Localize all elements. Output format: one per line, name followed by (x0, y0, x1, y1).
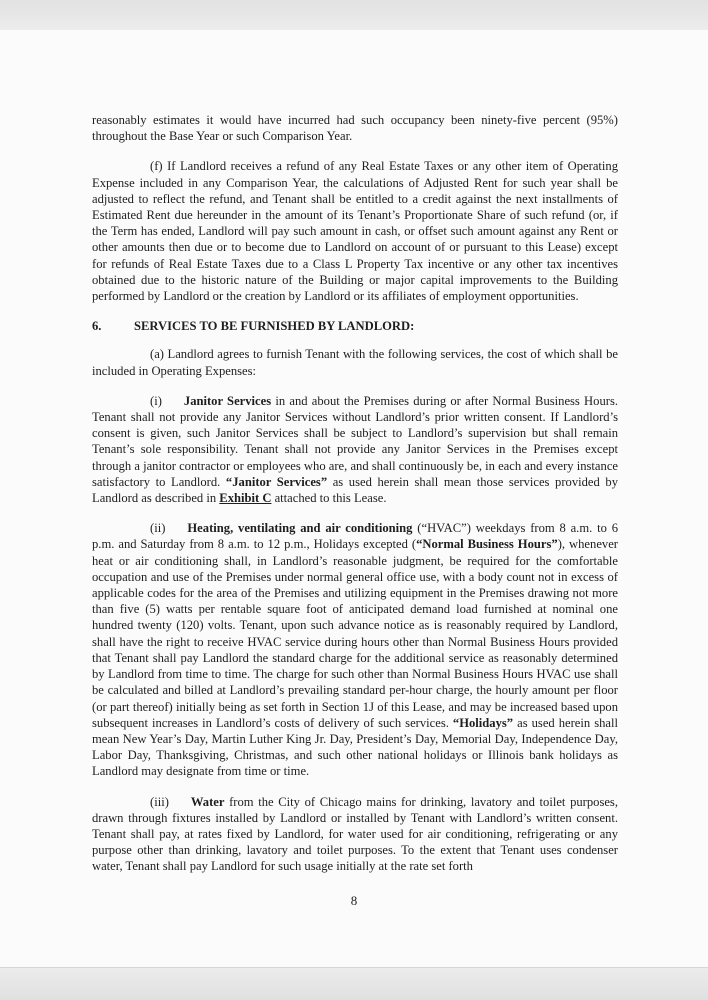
scan-bottom-band (0, 967, 708, 1000)
page-number: 8 (350, 893, 358, 908)
paragraph-f: (f) If Landlord receives a refund of any Real Estate Taxes or any other item of Operating Expense included in any Comparison Year, the calculations of Adjusted Rent for such year shall be adjusted to reflect the refund, and Tenant shall be entitled to a credit against the next installments of Estimated Rent due hereunder in the amount of its Tenant’s Proportionate Share of such refund (or, if the Term has ended, Landlord will pay such amount in cash, or offset such amount against any Rent or other amounts then due or to become due to Landlord on account of or pursuant to this Lease) except for refunds of Real Estate Taxes due to a Class L Property Tax incentive or any other tax incentives obtained due to the historic nature of the Building or major capital improvements to the Building performed by Landlord or the creation by Landlord or its affiliates of employment opportunities. (92, 159, 618, 304)
document-page (0, 30, 708, 968)
defined-term: Janitor Services (183, 393, 272, 408)
defined-term: Heating, ventilating and air conditioning (187, 521, 413, 536)
defined-term: “Holidays” (452, 715, 514, 730)
scan-top-band (0, 0, 708, 31)
paragraph-i: (i) Janitor Services in and about the Premises during or after Normal Business Hours. Tenant shall not provide any Janitor Services without Landlord’s prior written consent. If Landlord’s consent is given, such Janitor Services shall be subject to Landlord’s supervision but shall remain Tenant’s sole responsibility. Tenant shall not provide any Janitor Services in the Premises except through a janitor contractor or employees who are, and shall continuously be, in each and every instance satisfactory to Landlord. “Janitor Services” as used herein shall mean those services provided by Landlord as described in Exhibit C attached to this Lease. (92, 393, 618, 506)
item-number: (ii) (150, 521, 166, 536)
exhibit-reference: Exhibit C (219, 491, 272, 506)
document-body (92, 112, 618, 889)
defined-term: Water (190, 794, 225, 809)
section-title: SERVICES TO BE FURNISHED BY LANDLORD: (134, 319, 415, 334)
defined-term: “Normal Business Hours” (416, 537, 558, 552)
paragraph-a: (a) Landlord agrees to furnish Tenant with the following services, the cost of which shall be included in Operating Expenses: (92, 347, 618, 378)
section-number: 6. (92, 319, 102, 334)
paragraph-continued: reasonably estimates it would have incurred had such occupancy been ninety-five percent (95%) throughout the Base Year or such Comparison Year. (92, 113, 618, 144)
paragraph-ii: (ii) Heating, ventilating and air conditioning (“HVAC”) weekdays from 8 a.m. to 6 p.m. and Saturday from 8 a.m. to 12 p.m., Holidays excepted (“Normal Business Hours”), whenever heat or air conditioning shall, in Landlord’s reasonable judgment, be required for the comfortable occupation and use of the Premises under normal general office use, with a body count not in excess of applicable codes for the area of the Premises and utilizing equipment in the Premises drawing not more than five (5) watts per rentable square foot of anticipated demand load furnished at nominal one hundred twenty (120) volts. Tenant, upon such advance notice as is reasonably required by Landlord, shall have the right to receive HVAC service during hours other than Normal Business Hours provided that Tenant shall pay Landlord the standard charge for the additional service as reasonably determined by Landlord from time to time. The charge for such other than Normal Business Hours HVAC use shall be calculated and billed at Landlord’s prevailing standard per-hour charge, the hourly amount per floor (or part thereof) initially being as set forth in Section 1J of this Lease, and may be increased based upon subsequent increases in Landlord’s costs of delivery of such services. “Holidays” as used herein shall mean New Year’s Day, Martin Luther King Jr. Day, President’s Day, Memorial Day, Independence Day, Labor Day, Thanksgiving, Christmas, and such other national holidays or Illinois bank holidays as Landlord may designate from time or time. (92, 521, 619, 779)
defined-term: “Janitor Services” (225, 474, 328, 489)
section-heading (92, 318, 618, 334)
item-number: (i) (150, 393, 162, 408)
item-number: (iii) (150, 794, 169, 809)
paragraph-iii: (iii) Water from the City of Chicago mains for drinking, lavatory and toilet purposes, drawn through fixtures installed by Landlord or installed by Tenant with Landlord’s written consent. Tenant shall pay, at rates fixed by Landlord, for water used for air conditioning, refrigerating or any purpose other than drinking, lavatory and toilet purposes. To the extent that Tenant uses condenser water, Tenant shall pay Landlord for such usage initially at the rate set forth (92, 794, 618, 874)
